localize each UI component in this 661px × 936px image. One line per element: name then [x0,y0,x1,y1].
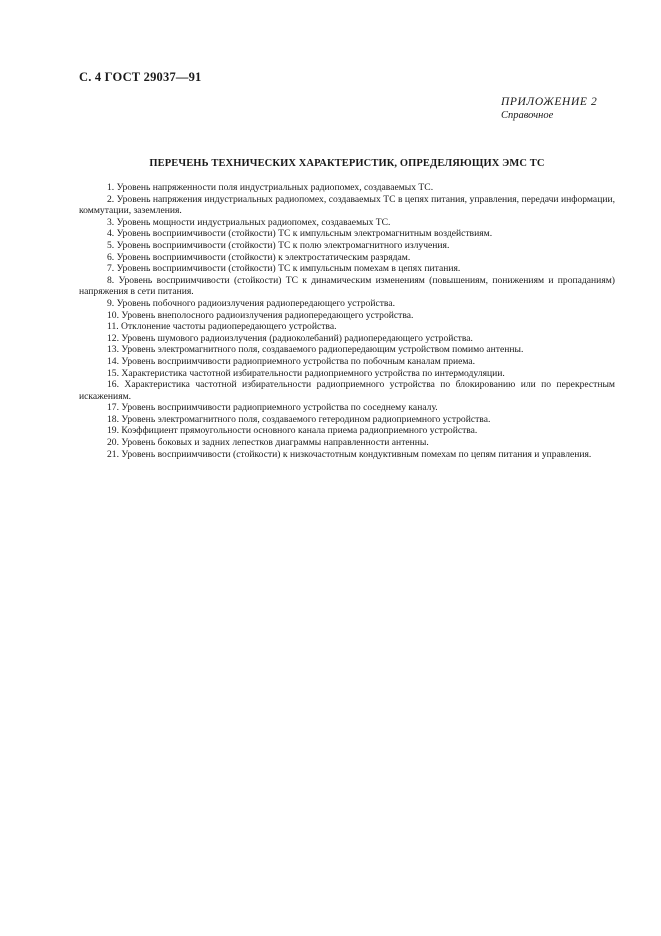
list-item [79,298,615,310]
list-item-text: Уровень шумового радиоизлучения (радиоколебаний) радиопередающего устройства. [121,332,473,344]
list-item-text: Отклонение частоты радиопередающего устройства. [121,321,337,333]
list-item-text: Уровень восприимчивости радиоприемного устройства по побочным каналам приема. [121,355,476,367]
list-item-number: 13. [107,344,119,356]
list-item-number: 6. [107,251,115,263]
list-item-text: Уровень восприимчивости (стойкости) к низкочастотным кондуктивным помехам по цепям питания и управления. [121,448,592,460]
list-item [79,263,615,275]
list-item-number: 17. [107,402,119,414]
list-item [79,333,615,345]
list-item-number: 8. [107,274,115,286]
list-item-text: Уровень напряжения индустриальных радиопомех, создаваемых ТС в цепях питания, управления, передачи информации, коммутации, заземления. [79,193,615,217]
list-item-text: Характеристика частотной избирательности радиоприемного устройства по блокированию или по перекрестным искажениям. [79,379,615,402]
list-item [79,321,615,333]
list-item [79,194,615,217]
list-item-text: Уровень восприимчивости радиоприемного устройства по соседнему каналу. [121,402,438,414]
list-item-text: Характеристика частотной избирательности радиоприемного устройства по интермодуляции. [121,367,505,379]
list-item-text: Уровень восприимчивости (стойкости) к электростатическим разрядам. [116,251,411,263]
list-item [79,425,615,437]
list-item [79,402,615,414]
list-item-number: 16. [107,379,119,391]
appendix-subtitle: Справочное [501,110,554,121]
list-item-text: Уровень боковых и задних лепестков диаграммы направленности антенны. [121,437,429,449]
list-item-text: Уровень напряженности поля индустриальных радиопомех, создаваемых ТС. [116,182,434,193]
appendix-label [501,95,611,122]
list-item-text: Уровень восприимчивости (стойкости) ТС к импульсным электромагнитным воздействиям. [116,228,493,240]
list-item-number: 2. [107,193,115,205]
list-item [79,240,615,252]
list-item-text: Уровень электромагнитного поля, создаваемого радиопередающим устройством помимо антенны. [121,344,524,356]
list-item [79,379,615,402]
list-item [79,414,615,426]
list-item-number: 20. [107,437,119,449]
list-item-number: 11. [107,321,119,333]
list-item [79,182,615,194]
list-item-text: Уровень внеполосного радиоизлучения радиопередающего устройства. [121,309,414,321]
list-item-text: Уровень мощности индустриальных радиопомех, создаваемых ТС. [116,216,391,228]
list-item-number: 12. [107,332,119,344]
list-item-text: Уровень восприимчивости (стойкости) ТС к импульсным помехам в цепях питания. [116,263,461,275]
list-item-number: 18. [107,413,119,425]
list-item [79,228,615,240]
list-item-number: 10. [107,309,119,321]
list-item [79,449,615,461]
list-item-text: Уровень восприимчивости (стойкости) ТС к полю электромагнитного излучения. [116,239,450,251]
list-item-number: 21. [107,448,119,460]
list-item [79,310,615,322]
list-item-number: 15. [107,367,119,379]
appendix-title: ПРИЛОЖЕНИЕ 2 [501,96,598,108]
list-item-number: 5. [107,239,115,251]
list-item [79,368,615,380]
list-item-text: Уровень электромагнитного поля, создаваемого гетеродином радиоприемного устройства. [121,413,491,425]
list-item [79,437,615,449]
list-item-number: 3. [107,216,115,228]
list-item-text: Уровень побочного радиоизлучения радиопередающего устройства. [116,297,395,309]
list-item-number: 1. [107,182,115,193]
list-item-number: 7. [107,263,115,275]
list-item-number: 14. [107,355,119,367]
document-title: ПЕРЕЧЕНЬ ТЕХНИЧЕСКИХ ХАРАКТЕРИСТИК, ОПРЕДЕЛЯЮЩИХ ЭМС ТС [149,158,545,169]
list-item-text: Коэффициент прямоугольности основного канала приема радиоприемного устройства. [121,425,478,437]
list-item-number: 19. [107,425,119,437]
characteristics-list [79,182,615,460]
list-item-text: Уровень восприимчивости (стойкости) ТС к динамическим изменениям (повышениям, понижениям и пропаданиям) напряжения в сети питания. [79,274,615,298]
list-item [79,217,615,229]
list-item-number: 4. [107,228,115,240]
list-item [79,344,615,356]
list-item [79,356,615,368]
list-item [79,275,615,298]
list-item-number: 9. [107,297,115,309]
list-item [79,252,615,264]
page-header: С. 4 ГОСТ 29037—91 [79,70,202,84]
